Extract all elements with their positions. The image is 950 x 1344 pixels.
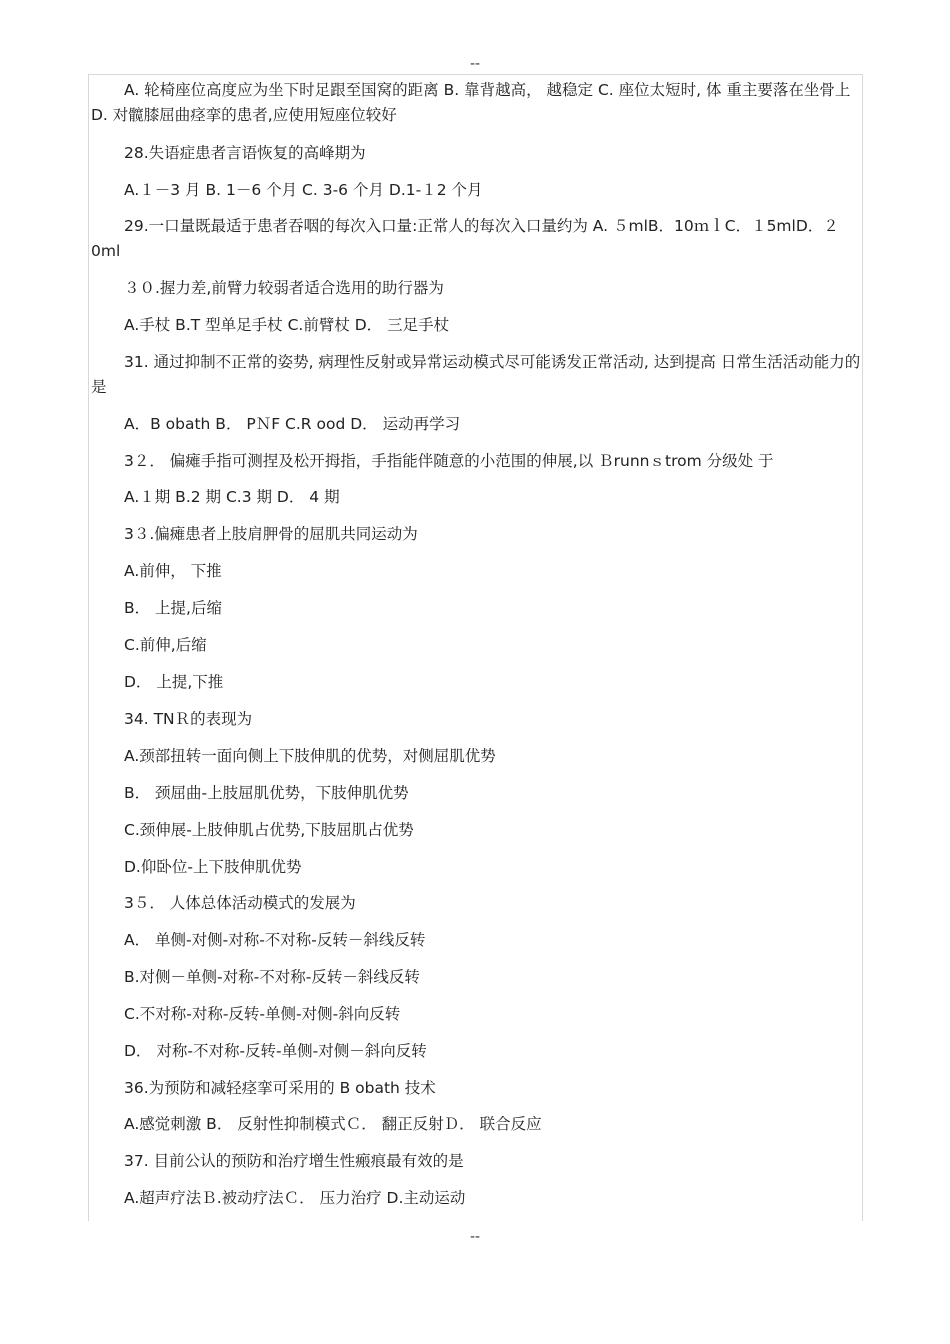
question-33-option-c: C.前伸,后缩 [124,636,207,654]
question-32: 3２． 偏瘫手指可测捏及松开拇指，手指能伴随意的小范围的伸展,以 Ｂrunnｓtrom 分级处 于 [124,452,774,470]
question-33-option-a: A.前伸， 下推 [124,562,222,580]
question-28-options: A.１－3 月 B. 1－6 个月 C. 3-6 个月 D.1-１2 个月 [124,181,483,199]
page-marker-top: -- [469,56,481,72]
question-34-option-b: B． 颈屈曲-上肢屈肌优势，下肢伸肌优势 [124,784,409,802]
question-34-option-c: C.颈伸展-上肢伸肌占优势,下肢屈肌占优势 [124,821,414,839]
page-marker-bottom: -- [469,1229,481,1245]
question-36-options: A.感觉刺激 B． 反射性抑制模式Ｃ． 翻正反射Ｄ． 联合反应 [124,1115,542,1133]
question-31: 31. 通过抑制不正常的姿势, 病理性反射或异常运动模式尽可能诱发正常活动, 达到提高 日常生活活动能力的是 [91,353,861,396]
question-28: 28.失语症患者言语恢复的高峰期为 [124,144,366,162]
question-27-answer: A. 轮椅座位高度应为坐下时足跟至国窝的距离 B. 靠背越高， 越稳定 C. 座位太短时, 体 重主要落在坐骨上 D. 对髋膝屈曲痉挛的患者,应使用短座位较好 [91,81,851,124]
question-32-options: A.１期 B.2 期 C.3 期 D． 4 期 [124,488,340,506]
question-30-options: A.手杖 B.T 型单足手杖 C.前臂杖 D． 三足手杖 [124,316,450,334]
question-30: ３０.握力差,前臂力较弱者适合选用的助行器为 [124,279,444,297]
question-35-option-d: D． 对称-不对称-反转-单侧-对侧－斜向反转 [124,1042,427,1060]
question-34-option-d: D.仰卧位-上下肢伸肌优势 [124,858,302,876]
question-37: 37. 目前公认的预防和治疗增生性瘢痕最有效的是 [124,1152,464,1170]
question-35-option-b: B.对侧－单侧-对称-不对称-反转－斜线反转 [124,968,420,986]
question-31-options: A．B obath B． PＮF C.R ood D． 运动再学习 [124,415,461,433]
question-35-option-c: C.不对称-对称-反转-单侧-对侧-斜向反转 [124,1005,401,1023]
question-34: 34. TNＲ的表现为 [124,710,253,728]
question-35: 3５． 人体总体活动模式的发展为 [124,894,356,912]
question-34-option-a: A.颈部扭转一面向侧上下肢伸肌的优势，对侧屈肌优势 [124,747,496,765]
question-33-option-d: D． 上提,下推 [124,673,224,691]
question-29: 29.一口量既最适于患者吞咽的每次入口量:正常人的每次入口量约为 A. ５mlB．10ｍｌC．１5mlD．２0ml [91,217,839,260]
question-37-options: A.超声疗法Ｂ.被动疗法Ｃ． 压力治疗 D.主动运动 [124,1189,466,1207]
question-35-option-a: A． 单侧-对侧-对称-不对称-反转－斜线反转 [124,931,426,949]
question-33-option-b: B． 上提,后缩 [124,599,222,617]
question-33: 3３.偏瘫患者上肢肩胛骨的屈肌共同运动为 [124,525,418,543]
question-36: 36.为预防和减轻痉挛可采用的 B obath 技术 [124,1079,436,1097]
